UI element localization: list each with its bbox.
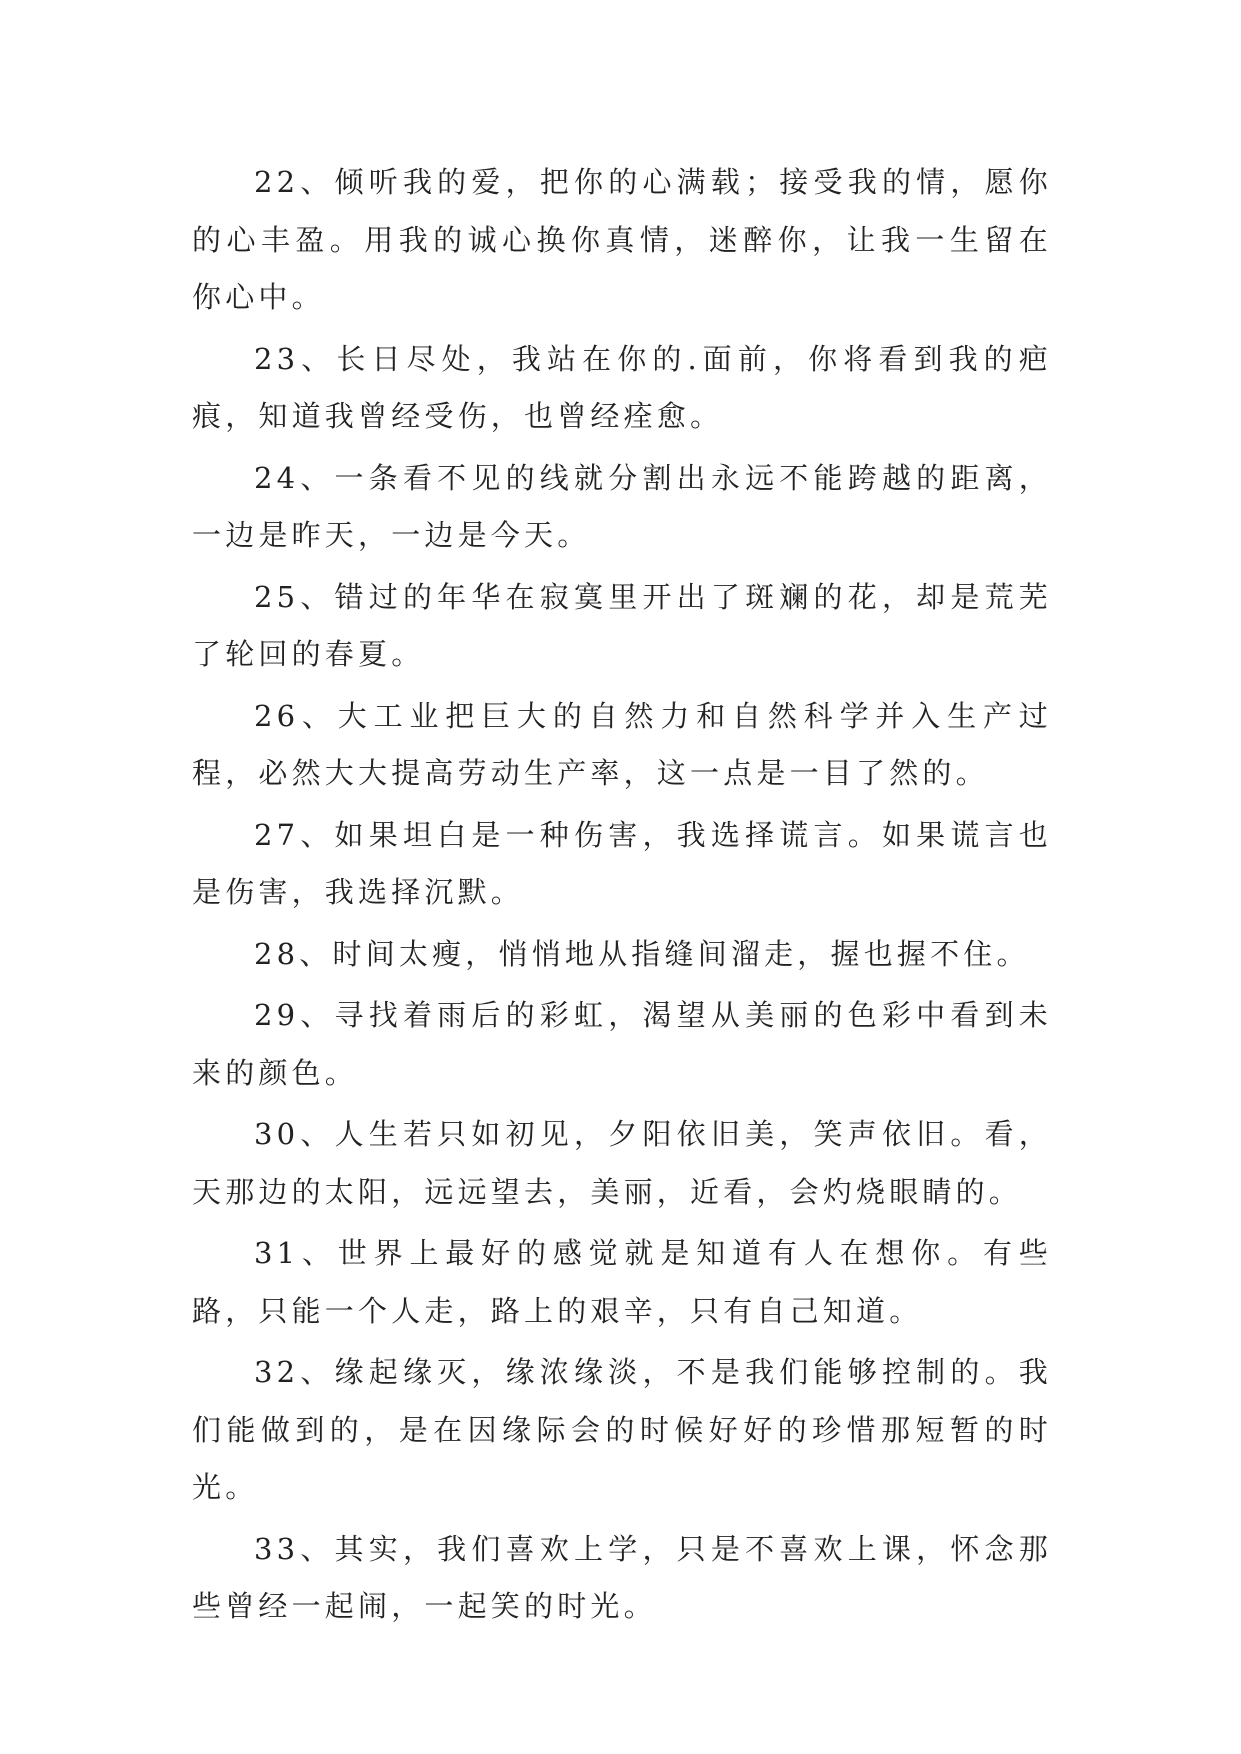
document-body	[192, 154, 1052, 1640]
paragraph-28: 28、时间太瘦，悄悄地从指缝间溜走，握也握不住。	[254, 936, 1030, 971]
paragraph-22: 22、倾听我的爱，把你的心满载；接受我的情，愿你的心丰盈。用我的诚心换你真情，迷醉你，让我一生留在你心中。	[192, 165, 1052, 314]
paragraph-23: 23、长日尽处，我站在你的.面前，你将看到我的疤痕，知道我曾经受伤，也曾经痊愈。	[192, 341, 1052, 433]
paragraph-24: 24、一条看不见的线就分割出永远不能跨越的距离，一边是昨天，一边是今天。	[192, 460, 1052, 552]
paragraph-25: 25、错过的年华在寂寞里开出了斑斓的花，却是荒芜了轮回的春夏。	[192, 579, 1052, 671]
paragraph-29: 29、寻找着雨后的彩虹，渴望从美丽的色彩中看到未来的颜色。	[192, 998, 1052, 1090]
paragraph-30: 30、人生若只如初见，夕阳依旧美，笑声依旧。看，天那边的太阳，远远望去，美丽，近看，会灼烧眼睛的。	[192, 1117, 1052, 1209]
paragraph-32: 32、缘起缘灭，缘浓缘淡，不是我们能够控制的。我们能做到的，是在因缘际会的时候好好的珍惜那短暂的时光。	[192, 1355, 1052, 1504]
paragraph-31: 31、世界上最好的感觉就是知道有人在想你。有些路，只能一个人走，路上的艰辛，只有自己知道。	[192, 1236, 1052, 1328]
paragraph-33: 33、其实，我们喜欢上学，只是不喜欢上课，怀念那些曾经一起闹，一起笑的时光。	[192, 1531, 1052, 1623]
paragraph-27: 27、如果坦白是一种伤害，我选择谎言。如果谎言也是伤害，我选择沉默。	[192, 817, 1052, 909]
paragraph-26: 26、大工业把巨大的自然力和自然科学并入生产过程，必然大大提高劳动生产率，这一点是一目了然的。	[192, 698, 1052, 790]
